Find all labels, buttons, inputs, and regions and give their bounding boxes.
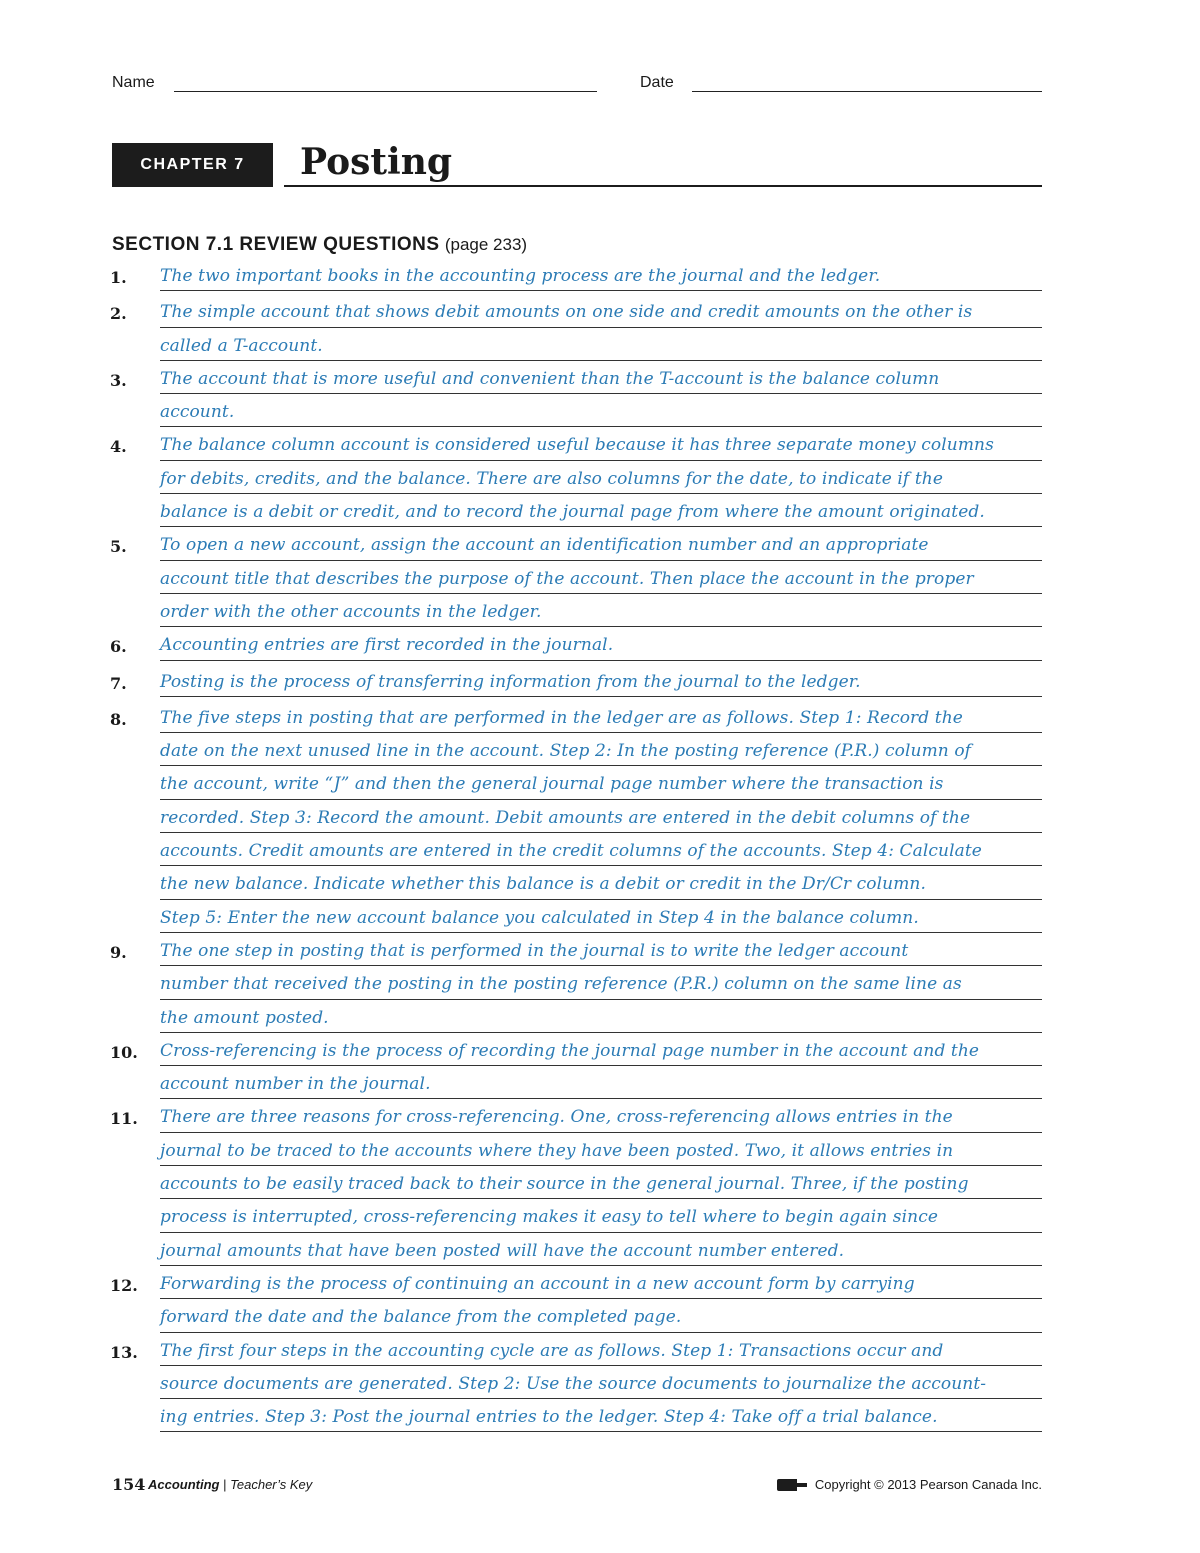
answer-line: Cross-referencing is the process of recording the journal page number in the account and the — [160, 1033, 1042, 1066]
question-number: 10. — [110, 1042, 138, 1062]
answer-block — [160, 1333, 1042, 1433]
answer-block — [160, 1099, 1042, 1265]
answer-line: called a T-account. — [160, 328, 1042, 361]
name-date-header — [112, 74, 1042, 96]
chapter-rule — [284, 185, 1042, 187]
question-item — [110, 294, 1042, 361]
question-item — [110, 527, 1042, 627]
answer-line: accounts. Credit amounts are entered in the credit columns of the accounts. Step 4: Calculate — [160, 833, 1042, 866]
answer-line: the account, write “J” and then the general journal page number where the transaction is — [160, 766, 1042, 799]
question-number: 9. — [110, 942, 127, 962]
question-number: 7. — [110, 673, 127, 693]
page-footer — [112, 1475, 1042, 1499]
copyright-notice — [777, 1477, 1042, 1492]
answer-block — [160, 700, 1042, 933]
question-item — [110, 1333, 1042, 1433]
answer-line: for debits, credits, and the balance. There are also columns for the date, to indicate if the — [160, 461, 1042, 494]
question-item — [110, 664, 1042, 700]
answer-line: account number in the journal. — [160, 1066, 1042, 1099]
answer-line: There are three reasons for cross-referencing. One, cross-referencing allows entries in the — [160, 1099, 1042, 1132]
book-title-separator: | — [223, 1477, 227, 1492]
question-number: 12. — [110, 1275, 138, 1295]
answer-line: accounts to be easily traced back to their source in the general journal. Three, if the posting — [160, 1166, 1042, 1199]
question-number: 6. — [110, 637, 127, 657]
book-subtitle: Teacher’s Key — [230, 1477, 313, 1492]
date-field-line[interactable] — [692, 91, 1042, 92]
question-item — [110, 427, 1042, 527]
question-number: 13. — [110, 1342, 138, 1362]
review-questions-list — [110, 258, 1042, 1432]
answer-block — [160, 1266, 1042, 1333]
answer-line: forward the date and the balance from the completed page. — [160, 1299, 1042, 1332]
question-number: 5. — [110, 537, 127, 557]
question-item — [110, 1099, 1042, 1265]
publisher-logo-icon — [777, 1478, 807, 1492]
answer-line: the new balance. Indicate whether this balance is a debit or credit in the Dr/Cr column. — [160, 866, 1042, 899]
answer-line: The account that is more useful and convenient than the T-account is the balance column — [160, 361, 1042, 394]
answer-line: recorded. Step 3: Record the amount. Debit amounts are entered in the debit columns of the — [160, 800, 1042, 833]
answer-line: journal amounts that have been posted will have the account number entered. — [160, 1233, 1042, 1266]
answer-line: account. — [160, 394, 1042, 427]
answer-line: source documents are generated. Step 2: Use the source documents to journalize the account- — [160, 1366, 1042, 1399]
answer-line: The five steps in posting that are performed in the ledger are as follows. Step 1: Record the — [160, 700, 1042, 733]
question-item — [110, 258, 1042, 294]
answer-line: The simple account that shows debit amounts on one side and credit amounts on the other is — [160, 294, 1042, 327]
copyright-text: Copyright © 2013 Pearson Canada Inc. — [814, 1477, 1042, 1492]
answer-block — [160, 664, 1042, 700]
answer-line: The two important books in the accounting process are the journal and the ledger. — [160, 258, 1042, 291]
date-label: Date — [640, 74, 674, 91]
answer-line: process is interrupted, cross-referencing makes it easy to tell where to begin again since — [160, 1199, 1042, 1232]
answer-line: journal to be traced to the accounts where they have been posted. Two, it allows entries in — [160, 1133, 1042, 1166]
question-item — [110, 933, 1042, 1033]
page-number: 154 — [112, 1475, 146, 1494]
answer-line: To open a new account, assign the account an identification number and an appropriate — [160, 527, 1042, 560]
answer-line: the amount posted. — [160, 1000, 1042, 1033]
answer-block — [160, 361, 1042, 428]
answer-line: Forwarding is the process of continuing an account in a new account form by carrying — [160, 1266, 1042, 1299]
answer-line: order with the other accounts in the ledger. — [160, 594, 1042, 627]
book-title-text: Accounting — [148, 1477, 220, 1492]
answer-block — [160, 427, 1042, 527]
question-number: 3. — [110, 370, 127, 390]
answer-line: date on the next unused line in the account. Step 2: In the posting reference (P.R.) column of — [160, 733, 1042, 766]
answer-line: ing entries. Step 3: Post the journal entries to the ledger. Step 4: Take off a trial balance. — [160, 1399, 1042, 1432]
answer-line: Accounting entries are first recorded in the journal. — [160, 627, 1042, 660]
answer-line: The one step in posting that is performed in the journal is to write the ledger account — [160, 933, 1042, 966]
answer-block — [160, 933, 1042, 1033]
answer-line: Step 5: Enter the new account balance you calculated in Step 4 in the balance column. — [160, 900, 1042, 933]
answer-line: The balance column account is considered useful because it has three separate money columns — [160, 427, 1042, 460]
answer-line: account title that describes the purpose of the account. Then place the account in the proper — [160, 561, 1042, 594]
book-title — [148, 1477, 312, 1492]
question-item — [110, 627, 1042, 663]
chapter-label: CHAPTER 7 — [112, 143, 273, 187]
answer-block — [160, 258, 1042, 294]
answer-block — [160, 294, 1042, 361]
answer-line: number that received the posting in the posting reference (P.R.) column on the same line as — [160, 966, 1042, 999]
question-number: 2. — [110, 304, 127, 324]
chapter-title: Posting — [300, 141, 453, 183]
question-item — [110, 361, 1042, 428]
section-heading — [112, 234, 527, 256]
section-page-ref: (page 233) — [444, 235, 528, 254]
question-item — [110, 700, 1042, 933]
answer-block — [160, 1033, 1042, 1100]
question-number: 11. — [110, 1109, 138, 1129]
question-number: 8. — [110, 709, 127, 729]
answer-block — [160, 527, 1042, 627]
answer-line: Posting is the process of transferring information from the journal to the ledger. — [160, 664, 1042, 697]
answer-block — [160, 627, 1042, 663]
question-number: 4. — [110, 437, 127, 457]
question-number: 1. — [110, 268, 127, 287]
question-item — [110, 1033, 1042, 1100]
chapter-banner — [112, 140, 1042, 188]
section-title: SECTION 7.1 REVIEW QUESTIONS — [112, 234, 440, 255]
name-label: Name — [112, 74, 155, 91]
question-item — [110, 1266, 1042, 1333]
name-field-line[interactable] — [174, 91, 597, 92]
answer-line: The first four steps in the accounting cycle are as follows. Step 1: Transactions occur and — [160, 1333, 1042, 1366]
answer-line: balance is a debit or credit, and to record the journal page from where the amount originated. — [160, 494, 1042, 527]
